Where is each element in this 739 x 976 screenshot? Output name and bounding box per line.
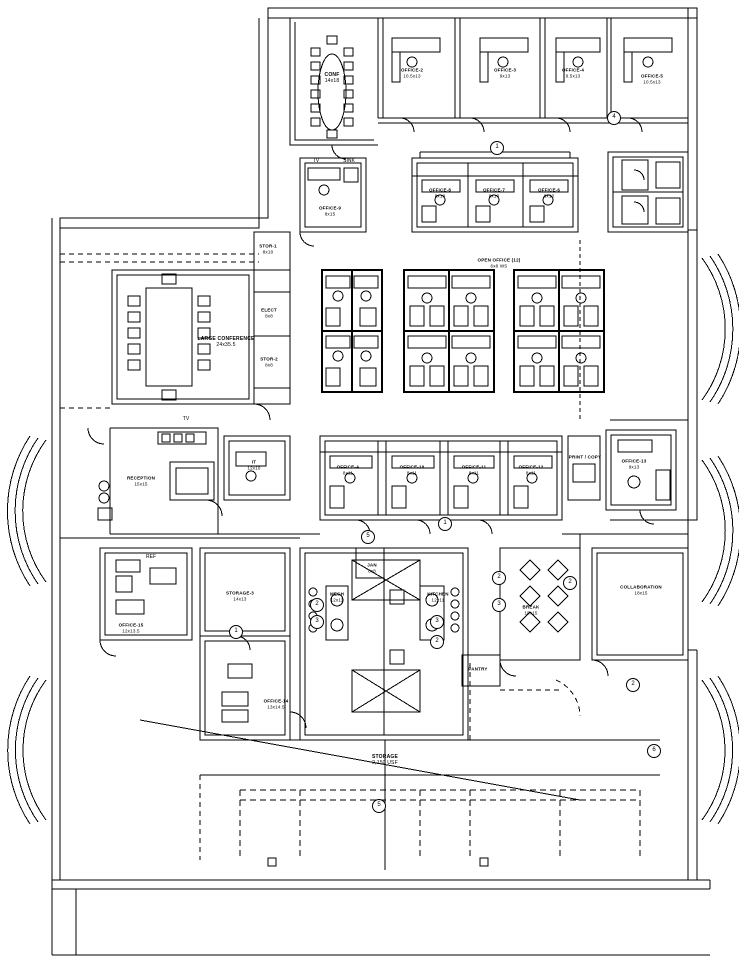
keynote-marker: 1 (438, 517, 452, 531)
room-name: MECH (329, 591, 345, 597)
room-dim: 8x10 (262, 249, 274, 254)
keynote-marker: 2 (563, 576, 577, 590)
room-dim: 6x8 (368, 568, 376, 573)
room-name: OFFICE-14 (263, 698, 289, 704)
room-dim: 8x10 (488, 193, 500, 198)
room-dim: 8x8 (265, 362, 273, 367)
keynote-marker: 3 (430, 615, 444, 629)
room-dim: 8x11 (406, 470, 418, 475)
room-name: OFFICE-A (336, 464, 360, 470)
room-dim: 12x11 (330, 597, 344, 602)
room-dim: 12x10 (247, 465, 261, 470)
annotation-tag: TV (182, 416, 190, 422)
room-name: STORAGE (371, 754, 399, 760)
room-name: OFFICE-13 (621, 458, 647, 464)
room-name: OFFICE-12 (518, 464, 544, 470)
room-dim: 14x13 (233, 596, 247, 601)
room-dim: 13x14.5 (267, 704, 285, 709)
room-dim: 8x11 (468, 470, 480, 475)
keynote-marker: 5 (372, 799, 386, 813)
room-name: OFFICE-6 (537, 187, 561, 193)
room-dim: 9x13 (628, 464, 640, 469)
room-name: RECEPTION (126, 475, 156, 481)
room-dim: 24x35.5 (216, 342, 236, 348)
room-dim: 2,150 USF (372, 760, 398, 766)
keynote-marker: 3 (310, 615, 324, 629)
room-dim: 18x15 (634, 590, 648, 595)
room-name: OFFICE-11 (461, 464, 487, 470)
keynote-marker: 1 (229, 625, 243, 639)
room-dim: 8x8 (265, 313, 273, 318)
room-name: OFFICE-8 (428, 187, 452, 193)
room-name: BREAK (522, 604, 540, 610)
room-dim: 8x10 (434, 193, 446, 198)
room-name: STORAGE-3 (226, 590, 254, 596)
room-name: PRINT / COPY (568, 454, 602, 460)
room-name: OFFICE-5 (640, 73, 664, 79)
keynote-marker: 2 (430, 635, 444, 649)
room-name: CONF (324, 72, 340, 78)
annotation-tag: SINK (343, 158, 355, 164)
keynote-marker: 2 (626, 678, 640, 692)
room-dim: 10.5x13 (403, 73, 421, 78)
room-dim: 9.5x13 (565, 73, 581, 78)
room-name: STOR-1 (259, 243, 277, 249)
room-dim: 18x15 (524, 610, 538, 615)
room-name: OFFICE-15 (118, 622, 144, 628)
room-dim: 14x18 (324, 78, 340, 84)
room-name: OFFICE-10 (399, 464, 425, 470)
keynote-marker: 4 (607, 111, 621, 125)
room-dim: 6x8 WS (490, 263, 508, 268)
room-name: OFFICE-2 (400, 67, 424, 73)
room-dim: 15x15 (134, 481, 148, 486)
room-name: KITCHEN (427, 591, 449, 597)
room-name: IT (251, 459, 257, 465)
room-dim: 12x11 (431, 597, 445, 602)
room-name: LARGE CONFERENCE (197, 336, 255, 342)
room-dim: 9x13 (499, 73, 511, 78)
room-dim: 10.5x13 (643, 79, 661, 84)
room-name: PANTRY (468, 666, 488, 672)
room-dim: 8x15 (324, 211, 336, 216)
room-name: OFFICE-7 (482, 187, 506, 193)
keynote-marker: 3 (492, 598, 506, 612)
room-name: ELECT (261, 307, 277, 313)
room-dim: 8x11 (525, 470, 537, 475)
room-dim: 8x10 (543, 193, 555, 198)
keynote-marker: 2 (492, 571, 506, 585)
room-name: OFFICE-4 (561, 67, 585, 73)
room-name: OFFICE-3 (493, 67, 517, 73)
room-name: COLLABORATION (620, 584, 662, 590)
room-name: JAN (367, 562, 377, 568)
room-name: STOR-2 (260, 356, 278, 362)
keynote-marker: 6 (647, 744, 661, 758)
room-name: OPEN OFFICE (12) (477, 257, 521, 263)
room-name: OFFICE-9 (318, 205, 342, 211)
room-dim: 8x11 (342, 470, 354, 475)
keynote-marker: 2 (310, 598, 324, 612)
keynote-marker: 5 (361, 530, 375, 544)
annotation-tag: TV (312, 158, 320, 164)
room-dim: 12x13.5 (122, 628, 140, 633)
keynote-marker: 1 (490, 141, 504, 155)
annotation-tag: REF (146, 554, 156, 560)
